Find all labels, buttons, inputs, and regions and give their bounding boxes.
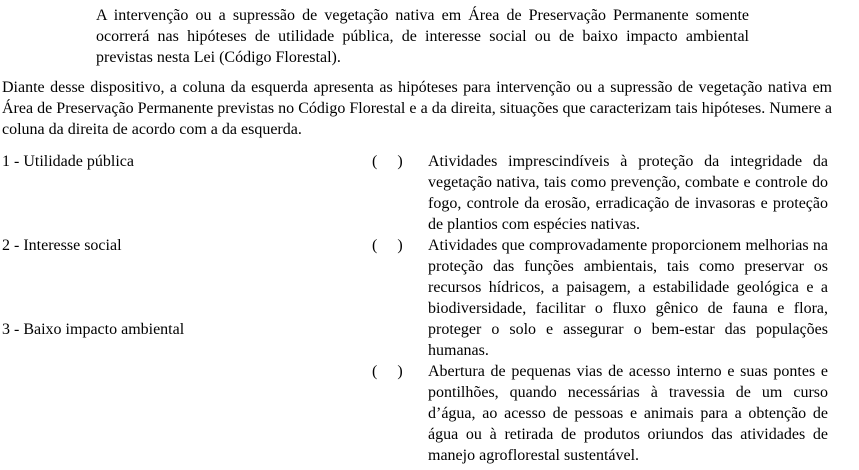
law-quote: A intervenção ou a supressão de vegetação nativa em Área de Preservação Permanente somente ocorrerá nas hipóteses de utilidade pública, de interesse social ou de baixo impacto ambiental previstas nesta Lei (Código Florestal).	[96, 7, 749, 66]
answer-blank-2[interactable]: ( )	[372, 237, 403, 254]
left-item-3: 3 - Baixo impacto ambiental	[2, 321, 185, 338]
right-item-1: Atividades imprescindíveis à proteção da integridade da vegetação nativa, tais como prevenção, combate e controle do fogo, controle da erosão, erradicação de invasoras e proteção de plantios com espécies nativas.	[428, 153, 828, 233]
answer-blank-3[interactable]: ( )	[372, 363, 403, 380]
left-item-1: 1 - Utilidade pública	[2, 153, 134, 170]
left-item-2: 2 - Interesse social	[2, 237, 122, 254]
right-item-3: Abertura de pequenas vias de acesso interno e suas pontes e pontilhões, quando necessárias à travessia de um curso d’água, ao acesso de pessoas e animais para a obtenção de água ou à retirada de produtos oriundos das atividades de manejo agroflorestal sustentável.	[428, 363, 828, 464]
right-item-2: Atividades que comprovadamente proporcionem melhorias na proteção das funções ambientais, tais como preservar os recursos hídricos, a paisagem, a estabilidade geológica e a biodiversidade, facilitar o fluxo gênico de fauna e flora, proteger o solo e assegurar o bem-estar das populações humanas.	[428, 237, 828, 359]
answer-blank-1[interactable]: ( )	[372, 153, 403, 170]
question-statement: Diante desse dispositivo, a coluna da esquerda apresenta as hipóteses para intervenção ou a supressão de vegetação nativa em Área de Preservação Permanente previstas no Código Florestal e a da direita, situações que caracterizam tais hipóteses. Numere a coluna da direita de acordo com a da esquerda.	[2, 79, 832, 138]
